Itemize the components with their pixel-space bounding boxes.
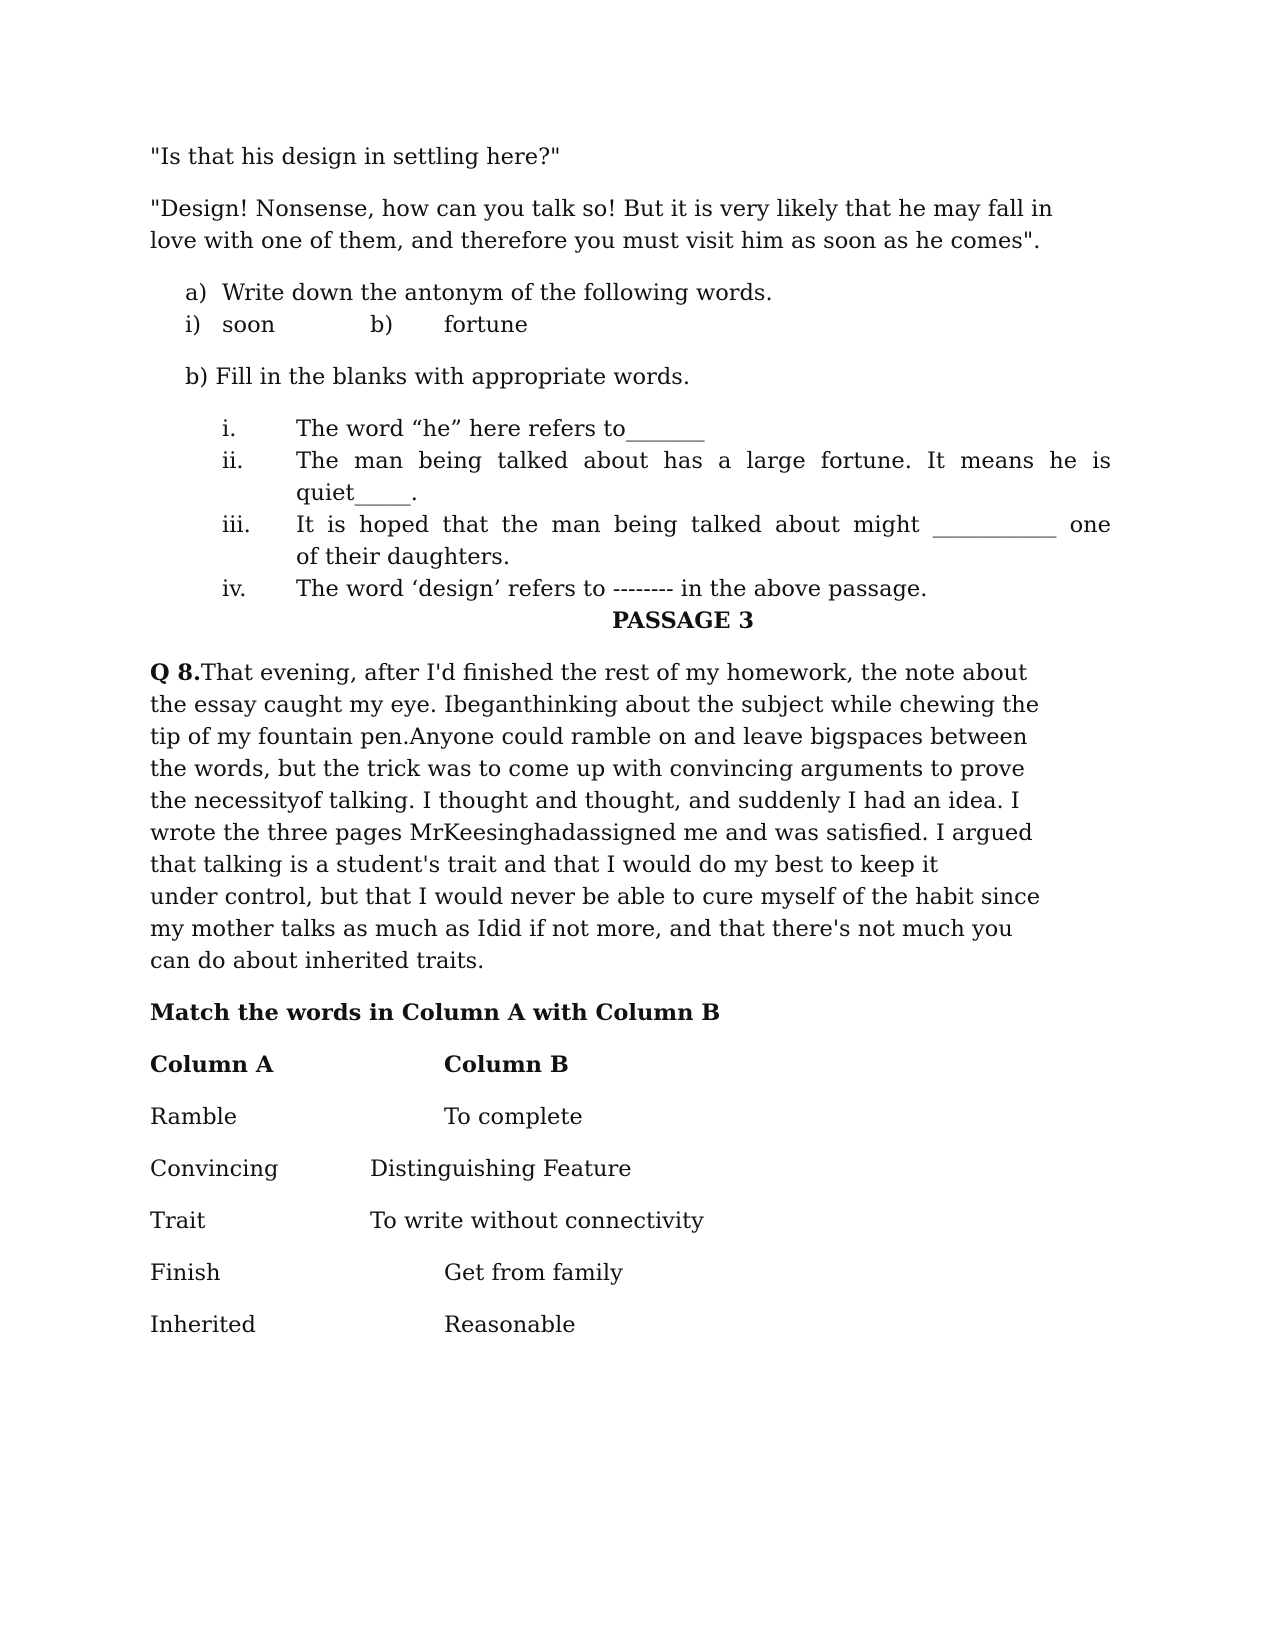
passage-line: my mother talks as much as Idid if not more, and that there's not much you bbox=[150, 916, 1013, 942]
dialogue-line-1: "Is that his design in settling here?" bbox=[150, 144, 561, 170]
antonym-b-word: fortune bbox=[444, 312, 528, 338]
match-a-cell: Ramble bbox=[150, 1104, 238, 1130]
match-a-cell: Finish bbox=[150, 1260, 221, 1286]
fill-blank-line: The word “he” here refers to_______ bbox=[296, 416, 705, 442]
match-a-cell: Trait bbox=[150, 1208, 206, 1234]
passage-text: That evening, after I'd finished the rest of my homework, the note about bbox=[200, 660, 1028, 686]
fill-blank-line-cont: quiet_____. bbox=[296, 480, 418, 506]
passage-line: the necessityof talking. I thought and thought, and suddenly I had an idea. I bbox=[150, 788, 1020, 814]
fill-blank-num: iii. bbox=[222, 512, 251, 538]
fill-blank-line: The man being talked about has a large fortune. It means he is bbox=[296, 448, 1111, 474]
dialogue-line-2a: "Design! Nonsense, how can you talk so! But it is very likely that he may fall in bbox=[150, 196, 1053, 222]
match-a-cell: Convincing bbox=[150, 1156, 279, 1182]
column-a-header: Column A bbox=[150, 1052, 274, 1078]
match-b-cell: To complete bbox=[444, 1104, 583, 1130]
passage-line: wrote the three pages MrKeesinghadassigned me and was satisfied. I argued bbox=[150, 820, 1033, 846]
passage-line: that talking is a student's trait and that I would do my best to keep it bbox=[150, 852, 939, 878]
antonym-b-marker: b) bbox=[370, 312, 394, 338]
fill-blank-line: It is hoped that the man being talked about might ___________ one bbox=[296, 512, 1111, 538]
fill-blank-line-cont: of their daughters. bbox=[296, 544, 510, 570]
antonym-i-marker: i) bbox=[185, 312, 201, 338]
match-heading: Match the words in Column A with Column B bbox=[150, 1000, 721, 1026]
fill-blank-line: The word ‘design’ refers to -------- in the above passage. bbox=[296, 576, 928, 602]
match-b-cell: Get from family bbox=[444, 1260, 623, 1286]
match-b-cell: To write without connectivity bbox=[370, 1208, 704, 1234]
question-b-heading: b) Fill in the blanks with appropriate words. bbox=[185, 364, 690, 390]
fill-blank-num: ii. bbox=[222, 448, 244, 474]
question-a-text: Write down the antonym of the following words. bbox=[222, 280, 773, 306]
passage-line: can do about inherited traits. bbox=[150, 948, 485, 974]
antonym-i-word: soon bbox=[222, 312, 276, 338]
match-b-cell: Distinguishing Feature bbox=[370, 1156, 632, 1182]
match-a-cell: Inherited bbox=[150, 1312, 256, 1338]
match-b-cell: Reasonable bbox=[444, 1312, 576, 1338]
fill-blank-num: i. bbox=[222, 416, 237, 442]
passage-line: the words, but the trick was to come up with convincing arguments to prove bbox=[150, 756, 1025, 782]
passage-line: tip of my fountain pen.Anyone could ramble on and leave bigspaces between bbox=[150, 724, 1028, 750]
passage-title: PASSAGE 3 bbox=[612, 608, 755, 634]
column-b-header: Column B bbox=[444, 1052, 569, 1078]
question-a-marker: a) bbox=[185, 280, 208, 306]
passage-line: the essay caught my eye. Ibeganthinking about the subject while chewing the bbox=[150, 692, 1040, 718]
question-label: Q 8. bbox=[150, 660, 201, 686]
dialogue-line-2b: love with one of them, and therefore you must visit him as soon as he comes". bbox=[150, 228, 1041, 254]
passage-line bbox=[150, 657, 1027, 689]
fill-blank-num: iv. bbox=[222, 576, 247, 602]
passage-line: under control, but that I would never be able to cure myself of the habit since bbox=[150, 884, 1041, 910]
